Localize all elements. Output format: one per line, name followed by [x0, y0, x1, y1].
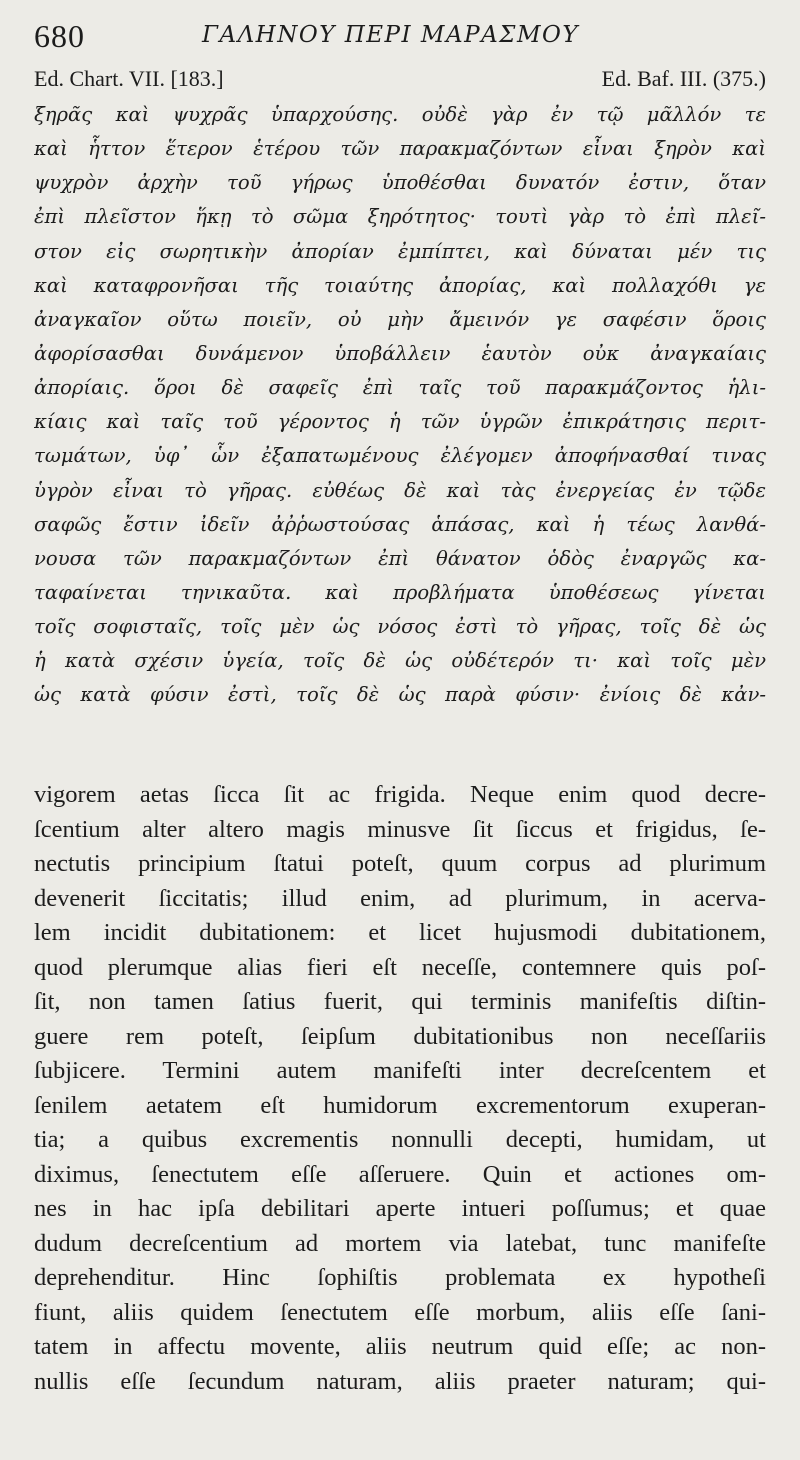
greek-line: ὑγρὸν εἶναι τὸ γῆρας. εὐθέως δὲ καὶ τὰς ἐνεργείας ἐν τῷδε: [34, 478, 766, 502]
latin-line: tia; a quibus excrementis nonnulli decepti, humidam, ut: [34, 1126, 766, 1153]
latin-line: ſubjicere. Termini autem manifeſti inter decreſcentem et: [34, 1057, 766, 1084]
greek-line: νουσα τῶν παρακμαζόντων ἐπὶ θάνατον ὁδὸς ἐναργῶς κα-: [34, 546, 766, 570]
latin-line: quod plerumque alias fieri eſt neceſſe, contemnere quis poſ-: [34, 953, 766, 981]
latin-line: devenerit ſiccitatis; illud enim, ad plurimum, in acerva-: [34, 884, 766, 912]
greek-running-title: ΓΑΛΗΝΟΥ ΠΕΡΙ ΜΑΡΑΣΜΟΥ: [202, 22, 580, 48]
latin-line: ſit, non tamen ſatius fuerit, qui terminis manifeſtis diſtin-: [34, 988, 766, 1015]
latin-line: fiunt, aliis quidem ſenectutem eſſe morbum, aliis eſſe ſani-: [34, 1298, 766, 1326]
greek-line: ἡ κατὰ σχέσιν ὑγεία, τοῖς δὲ ὡς οὐδέτερόν τι· καὶ τοῖς μὲν: [34, 649, 766, 673]
latin-line: ſcentium alter altero magis minusve ſit ſiccus et frigidus, ſe-: [34, 815, 766, 843]
greek-line: ξηρᾶς καὶ ψυχρᾶς ὑπαρχούσης. οὐδὲ γὰρ ἐν τῷ μᾶλλόν τε: [34, 103, 766, 126]
greek-line: ταφαίνεται τηνικαῦτα. καὶ προβλήματα ὑποθέσεως γίνεται: [34, 580, 766, 604]
greek-line: καὶ ἧττον ἕτερον ἑτέρου τῶν παρακμαζόντων εἶναι ξηρὸν καὶ: [34, 137, 766, 161]
running-head: [34, 18, 774, 58]
greek-line: τοῖς σοφισταῖς, τοῖς μὲν ὡς νόσος ἐστὶ τὸ γῆρας, τοῖς δὲ ὡς: [34, 615, 766, 639]
latin-line: nes in hac ipſa debilitari aperte intueri poſſumus; et quae: [34, 1195, 766, 1222]
latin-line: guere rem poteſt, ſeipſum dubitationibus non neceſſariis: [34, 1022, 766, 1050]
greek-text-block: [34, 98, 766, 713]
greek-line: ὡς κατὰ φύσιν ἐστὶ, τοῖς δὲ ὡς παρὰ φύσιν· ἐνίοις δὲ κἀν-: [34, 683, 766, 707]
greek-line: ψυχρὸν ἀρχὴν τοῦ γήρως ὑποθέσθαι δυνατόν ἐστιν, ὅταν: [34, 171, 766, 195]
basel-edition-ref: Ed. Baf. III. (375.): [601, 66, 766, 91]
latin-line: vigorem aetas ſicca ſit ac frigida. Neque enim quod decre-: [34, 781, 766, 808]
latin-line: nullis eſſe ſecundum naturam, aliis praeter naturam; qui-: [34, 1367, 766, 1395]
latin-line: tatem in affectu movente, aliis neutrum quid eſſe; ac non-: [34, 1333, 766, 1360]
latin-line: deprehenditur. Hinc ſophiſtis problemata ex hypotheſi: [34, 1264, 766, 1291]
latin-line: ſenilem aetatem eſt humidorum excrementorum exuperan-: [34, 1091, 766, 1119]
page-number: 680: [34, 18, 85, 54]
greek-line: ἐπὶ πλεῖστον ἥκῃ τὸ σῶμα ξηρότητος· τουτὶ γὰρ τὸ ἐπὶ πλεῖ-: [34, 205, 766, 229]
latin-line: dudum decreſcentium ad mortem via latebat, tunc manifeſte: [34, 1229, 766, 1257]
latin-text-block: [34, 778, 766, 1399]
latin-line: nectutis principium ſtatui poteſt, quum corpus ad plurimum: [34, 850, 766, 877]
latin-line: lem incidit dubitationem: et licet hujusmodi dubitationem,: [34, 919, 766, 946]
chartier-edition-ref: Ed. Chart. VII. [183.]: [34, 66, 224, 91]
greek-line: καὶ καταφρονῆσαι τῆς τοιαύτης ἀπορίας, καὶ πολλαχόθι γε: [34, 273, 766, 297]
greek-line: σαφῶς ἔστιν ἰδεῖν ἀῤῥωστούσας ἁπάσας, καὶ ἡ τέως λανθά-: [34, 512, 766, 536]
greek-line: κίαις καὶ ταῖς τοῦ γέροντος ἡ τῶν ὑγρῶν ἐπικράτησις περιτ-: [34, 410, 766, 434]
edition-references: [34, 66, 766, 96]
greek-line: στον εἰς σωρητικὴν ἀπορίαν ἐμπίπτει, καὶ δύναται μέν τις: [34, 239, 766, 263]
greek-line: ἀναγκαῖον οὕτω ποιεῖν, οὐ μὴν ἄμεινόν γε σαφέσιν ὅροις: [34, 307, 766, 331]
greek-line: ἀφορίσασθαι δυνάμενον ὑποβάλλειν ἑαυτὸν οὐκ ἀναγκαίαις: [34, 341, 766, 365]
greek-line: τωμάτων, ὑφ᾽ ὧν ἐξαπατωμένους ἐλέγομεν ἀποφήνασθαί τινας: [34, 444, 766, 468]
greek-line: ἀπορίαις. ὅροι δὲ σαφεῖς ἐπὶ ταῖς τοῦ παρακμάζοντος ἡλι-: [34, 376, 766, 400]
latin-line: diximus, ſenectutem eſſe aſſeruere. Quin et actiones om-: [34, 1160, 766, 1188]
